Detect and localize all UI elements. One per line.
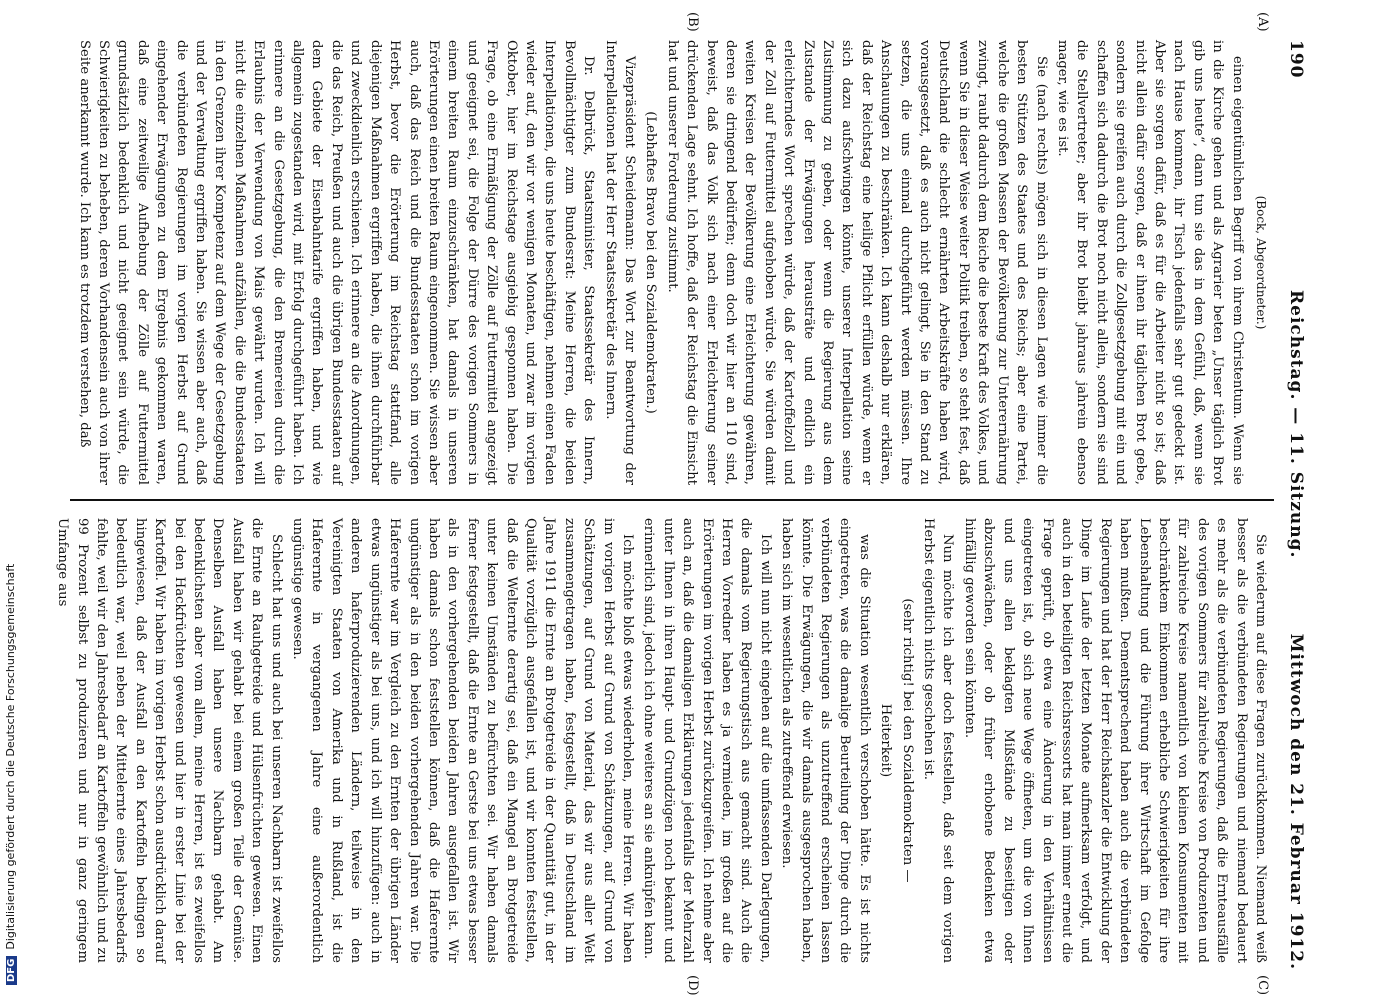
interjection: (sehr richtig! bei den Sozialdemokraten — xyxy=(899,598,915,883)
margin-marker-c: (C) xyxy=(1255,975,1270,996)
president-remark: Vizepräsident Scheidemann: Das Wort zur Beantwortung der Interpellationen hat der Herr Staatssekretär des Innern. xyxy=(602,40,637,485)
margin-marker-d: (D) xyxy=(685,975,700,996)
applause-note: (Lebhaftes Bravo bei den Sozialdemokraten.) xyxy=(643,111,659,414)
paragraph: Sie (nach rechts) mögen sich in diesen Lagen wie immer die besten Stützen des Staates und des Reichs; aber eine Partei, welche die großen Massen der Bevölkerung zur Unterernährung zwingt, raubt dadurch dem Reiche die beste Kraft des Volkes, und wenn Sie in dieser Weise weiter Politik treiben, so steht fest, daß Deutschland die schlecht ernährten Arbeitskräfte haben wird, vorausgesetzt, daß es auch nicht gelingt, Sie in den Stand zu setzen, die uns einmal durchgeführt werden müssen. Ihre Anschauungen zu beschränken. Ich kann deshalb nur erklären, daß der Reichstag eine heilige Pflicht erfüllen würde, wenn er sich dazu aufschwingen könnte, unserer Interpellation seine Zustimmung zu geben, oder wenn die Regierung aus dem Zustande der Erwägungen herausträte und endlich ein erleichterndes Wort sprechen würde, daß der Kartoffelzoll und der Zoll auf Futtermittel aufgehoben würde. Sie würden damit weiten Kreisen der Bevölkerung eine Erleichterung gewähren, deren sie dringend bedürfen; denn doch wir hier an 110 sind, beweist, daß das Volk sich nach einer Erleichterung seiner drückenden Lage sehnt. Ich hoffe, daß der Reichstag die Einsicht hat und unserer Forderung zustimmt. xyxy=(664,40,1049,485)
margin-marker-b: (B) xyxy=(685,12,700,32)
left-column xyxy=(76,40,1270,485)
session-date: Mittwoch den 21. Februar 1912. xyxy=(1286,633,1306,970)
speaker-tag: (Bock, Abgeordneter.) xyxy=(1254,195,1268,330)
delbrueck-speech: Dr. Delbrück, Staatsminister, Staatssekretär des Innern, Bevollmächtigter zum Bundesrat: Meine Herren, die beiden Interpellationen, die uns heute beschäftigen, nehmen einen Faden wieder auf, den wir vor wenigen Monaten, und zwar im vorigen Oktober, hier im Reichstage ausgiebig gesponnen haben. Die Frage, ob eine Ermäßigung der Zölle auf Futtermittel angezeigt und geeignet sei, die Folge der Dürre des vorigen Sommers in einem breiten Raum einzuschränken, hat damals in unseren Erörterungen einen breiten Raum eingenommen. Sie wissen aber auch, daß das Reich und die Bundesstaaten schon im vorigen Herbst, bevor die Erörterung im Reichstag stattfand, alle diejenigen Maßnahmen ergriffen haben, die ihnen durchführbar und zweckdienlich erschienen. Ich erinnere an die Anordnungen, die das Reich, Preußen und auch die übrigen Bundesstaaten auf dem Gebiete der Eisenbahntarife ergriffen haben, und wie allgemein zugestanden wird, mit Erfolg durchgeführt haben. Ich erinnere an die Gesetzgebung, die den Bremereien durch die Erlaubnis der Verwendung von Mais gewährt wurden. Ich will nicht die einzelnen Maßnahmen aufzählen, die die Bundesstaaten in den Grenzen ihrer Kompetenz auf dem Wege der Gesetzgebung und der Verwaltung ergriffen haben. Sie wissen aber auch, daß die verbündeten Regierungen im vorigen Herbst auf Grund eingehender Erwägungen zu dem Ergebnis gekommen waren, daß eine zeitweilige Aufhebung der Zölle auf Futtermittel grundsätzlich bedenklich und nicht geeignet sein würde, die Schwierigkeiten zu beheben, deren Vorhandensein auch von ihrer Seite anerkannt wurde. Ich kann es trotzdem verstehen, daß xyxy=(76,40,597,485)
laughter-note: Heiterkeit) xyxy=(878,703,894,778)
footer-text: Digitalisierung gefördert durch die Deutsche Forschungsgemeinschaft xyxy=(4,563,17,950)
paragraph: einen eigentümlichen Begriff von ihrem Christentum. Wenn sie in die Kirche gehen und als Agrarier beten „Unser täglich Brot gib uns heute“, dann tun sie das in dem Gefühl, daß, wenn sie nach Hause kommen, ihr Tisch jedenfalls sehr gut gedeckt ist. Aber sie sorgen dafür, daß es für die Arbeiter nicht so ist; daß nicht allein dafür sorgen, daß er ihnen ihr täglichen Brot gebe, sondern sie greifen auch durch die Zollgesetzgebung mit ein und schaffen sich dadurch die Brot noch nicht allein, sondern sie sind die Stellvertreter; aber ihr Brot bleibt jahraus jahrein ebenso mager, wie es ist. xyxy=(1054,40,1245,485)
paragraph: Sie wiederum auf diese Fragen zurückkommen. Niemand weiß besser als die verbündeten Regierungen und niemand bedauert es mehr als die verbündeten Regierungen, daß die Ernteausfälle des vorigen Sommers für zahlreiche Kreise von Produzenten und für zahlreiche Kreise namentlich von kleinen Konsumenten mit beschränktem Einkommen erhebliche Schwierigkeiten für ihre Lebenshaltung und die Führung ihrer Wirtschaft im Gefolge haben mußten. Dementsprechend haben auch die verbündeten Regierungen und hat der Herr Reichskanzler die Entwicklung der Dinge im Laufe der letzten Monate aufmerksam verfolgt, und auch in den beteiligten Reichsressorts hat man immer erneut die Frage geprüft, ob etwa eine Änderung in den Verhältnissen eingetreten ist, ob sich neue Wege öffneten, um die von Ihnen und uns allen beklagten Mißstände zu beseitigen oder abzuschwächen, oder ob früher erhobene Bedenken etwa hinfällig geworden sein könnten. xyxy=(961,518,1268,963)
paragraph: was die Situation wesentlich verschoben hätte. Es ist nichts eingetreten, was die damalige Beurteilung der Dinge durch die verbündeten Regierungen als unzutreffend erscheinen lassen könnte. Die Erwägungen, die wir damals ausgesprochen haben, haben sich im wesentlichen als zutreffend erwiesen. xyxy=(779,518,872,963)
paragraph: Ich will nun nicht eingehen auf die umfassenden Darlegungen, die damals vom Regierungstisch aus gemacht sind. Auch die Herren Vorredner haben es ja vermieden, im großen auf die Erörterungen im vorigen Herbst zurückzugreifen. Ich nehme aber auch an, daß die damaligen Erklärungen jedenfalls der Mehrzahl unter Ihnen in ihren Haupt- und Grundzügen noch bekannt und erinnerlich sind, jedoch ich ohne weiteres an sie anknüpfen kann. xyxy=(641,518,773,963)
margin-marker-a: (A) xyxy=(1255,12,1270,32)
digitization-footer xyxy=(4,564,17,985)
page-header xyxy=(1278,40,1310,970)
paragraph: Ich möchte bloß etwas wiederholen, meine Herren. Wir haben im vorigen Herbst auf Grund von Schätzungen, auf Grund von Schätzungen, auf Grund von Material, das wir aus aller Welt zusammengetragen haben, festgestellt, daß in Deutschland im Jahre 1911 die Ernte an Brotgetreide in der Quantität gut, in der Qualität vorzüglich ausgefallen ist, und wir konnten feststellen, daß die Welternte derartig sei, daß ein Mangel an Brotgetreide unter keinen Umständen zu befürchten sei. Wir haben damals ferner festgestellt, daß die Ernte an Gerste bei uns etwas besser als in den vorhergehenden beiden Jahren ausgefallen ist. Wir haben damals schon feststellen können, daß die Haferernte ungünstiger als in den beiden vorhergehenden Jahren war. Die Haferernte war im Vergleich zu den Ernten der übrigen Länder etwas ungünstiger als bei uns, und ich will hinzufügen: auch in anderen haferproduzierenden Ländern, teilweise in den Vereinigten Staaten von Amerika und in Rußland, ist die Haferernte in vergangenen Jahre eine außerordentlich ungünstige gewesen. xyxy=(290,518,635,963)
column-divider xyxy=(70,499,1274,501)
rotated-page xyxy=(55,12,1310,996)
paragraph: Schlecht hat uns und auch bei unseren Nachbarn ist zweifellos die Ernte an Rauhgetreide und Hülsenfrüchten gewesen. Einen Ausfall haben wir gehabt bei einem großen Teile der Gemüse. Denselben Ausfall haben unsere Nachbarn gehabt. Am bedenklichsten aber vom allem, meine Herren, ist es zweifellos bei den Hackfrüchten gewesen und hier in erster Linie bei der Kartoffel. Wir haben im vorigen Herbst schon ausdrücklich darauf hingewiesen, daß der Ausfall an den Kartoffeln bedingen so bedeutlich war, weil neben der Mittelernte eines Jahresbedarfs fehlte, weil wir den Jahresbedarf an Kartoffeln gewöhnlich und zu 99 Prozent selbst zu produzieren und nur in ganz geringem Umfange aus xyxy=(55,518,284,963)
dfg-logo: DFG xyxy=(6,956,17,985)
session-title: Reichstag. — 11. Sitzung. xyxy=(1286,290,1306,559)
paragraph: Nun möchte ich aber doch feststellen, daß seit dem vorigen Herbst eigentlich nichts geschehen ist. xyxy=(921,518,956,963)
page-number: 190 xyxy=(1286,40,1306,79)
right-column xyxy=(55,518,1270,963)
